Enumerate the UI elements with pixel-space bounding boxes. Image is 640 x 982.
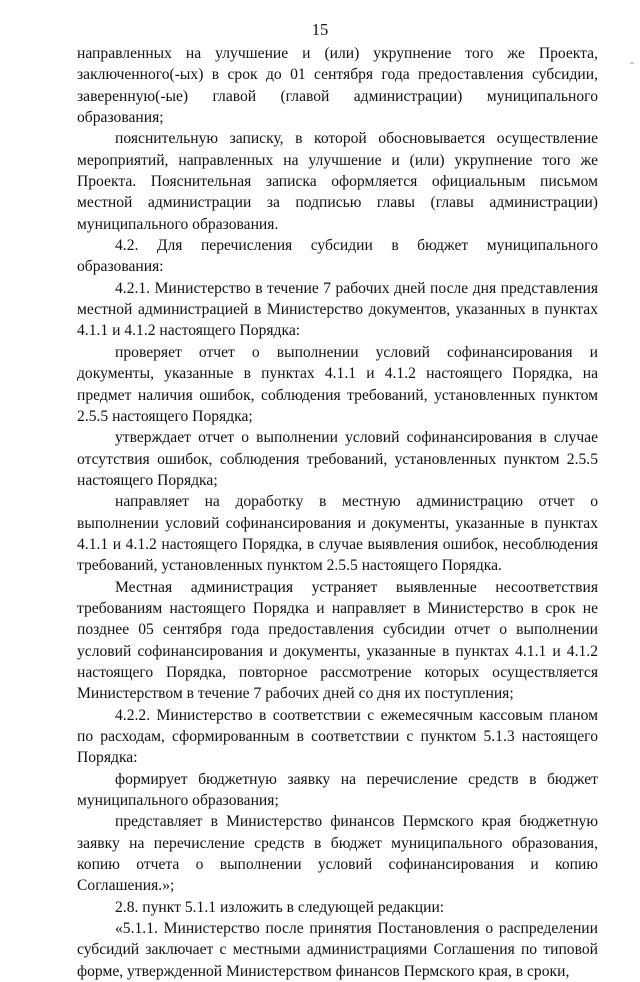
- paragraph-approves-report: утверждает отчет о выполнении условий софинансирования в случае отсутствия ошибок, соблюдения требований, установленных пунктом 2.5.5 настоящего Порядка;: [77, 429, 598, 489]
- paragraph-local-administration: Местная администрация устраняет выявленные несоответствия требованиям настоящего Порядка и направляет в Министерство в срок не позднее 05 сентября года предоставления субсидии отчет о выполнении условий софинансирования и документы, указанные в пунктах 4.1.1 и 4.1.2 настоящего Порядка, повторное рассмотрение которых осуществляется Министерством в течение 7 рабочих дней со дня их поступления;: [77, 578, 598, 703]
- scan-mark: [630, 62, 634, 64]
- paragraph-checks-report: проверяет отчет о выполнении условий софинансирования и документы, указанные в пунктах 4.1.1 и 4.1.2 настоящего Порядка, на предмет наличия ошибок, соблюдения требований, установленных пунктом 2.5.5 настоящего Порядка;: [77, 343, 598, 425]
- paragraph-clause-2-8: 2.8. пункт 5.1.1 изложить в следующей редакции:: [115, 898, 445, 916]
- paragraph-clause-4-2-2: 4.2.2. Министерство в соответствии с ежемесячным кассовым планом по расходам, сформированным в соответствии с пунктом 5.1.3 настоящего Порядка:: [77, 706, 598, 767]
- document-body: [77, 43, 598, 982]
- paragraph-clause-4-2-1: 4.2.1. Министерство в течение 7 рабочих дней после дня представления местной администрацией в Министерство документов, указанных в пунктах 4.1.1 и 4.1.2 настоящего Порядка:: [77, 279, 598, 340]
- paragraph-budget-request: формирует бюджетную заявку на перечисление средств в бюджет муниципального образования;: [77, 770, 598, 810]
- paragraph-clause-4-2: 4.2. Для перечисления субсидии в бюджет муниципального образования:: [77, 237, 598, 276]
- page-number: 15: [311, 20, 329, 39]
- paragraph-explanatory-note: пояснительную записку, в которой обосновывается осуществление мероприятий, направленных на улучшение и (или) укрупнение того же Проекта. Пояснительная записка оформляется официальным письмом местной администрации за подписью главы (главы администрации) муниципального образования.: [77, 130, 598, 233]
- paragraph-returns-for-revision: направляет на доработку в местную администрацию отчет о выполнении условий софинансирования и документы, указанные в пунктах 4.1.1 и 4.1.2 настоящего Порядка, в случае выявления ошибок, несоблюдения требований, установленных пунктом 2.5.5 настоящего Порядка.: [77, 493, 598, 575]
- paragraph-submits-to-finance-ministry: представляет в Министерство финансов Пермского края бюджетную заявку на перечисление средств в бюджет муниципального образования, копию отчета о выполнении условий софинансирования и копию Соглашения.»;: [77, 813, 598, 895]
- paragraph-continuation: направленных на улучшение и (или) укрупнение того же Проекта, заключенного(-ых) в срок до 01 сентября года предоставления субсидии, заверенную(-ые) главой (главой администрации) муниципального образования;: [77, 45, 598, 127]
- paragraph-clause-5-1-1: «5.1.1. Министерство после принятия Постановления о распределении субсидий заключает с местными администрациями Соглашения по типовой форме, утвержденной Министерством финансов Пермского края, в сроки,: [77, 920, 598, 980]
